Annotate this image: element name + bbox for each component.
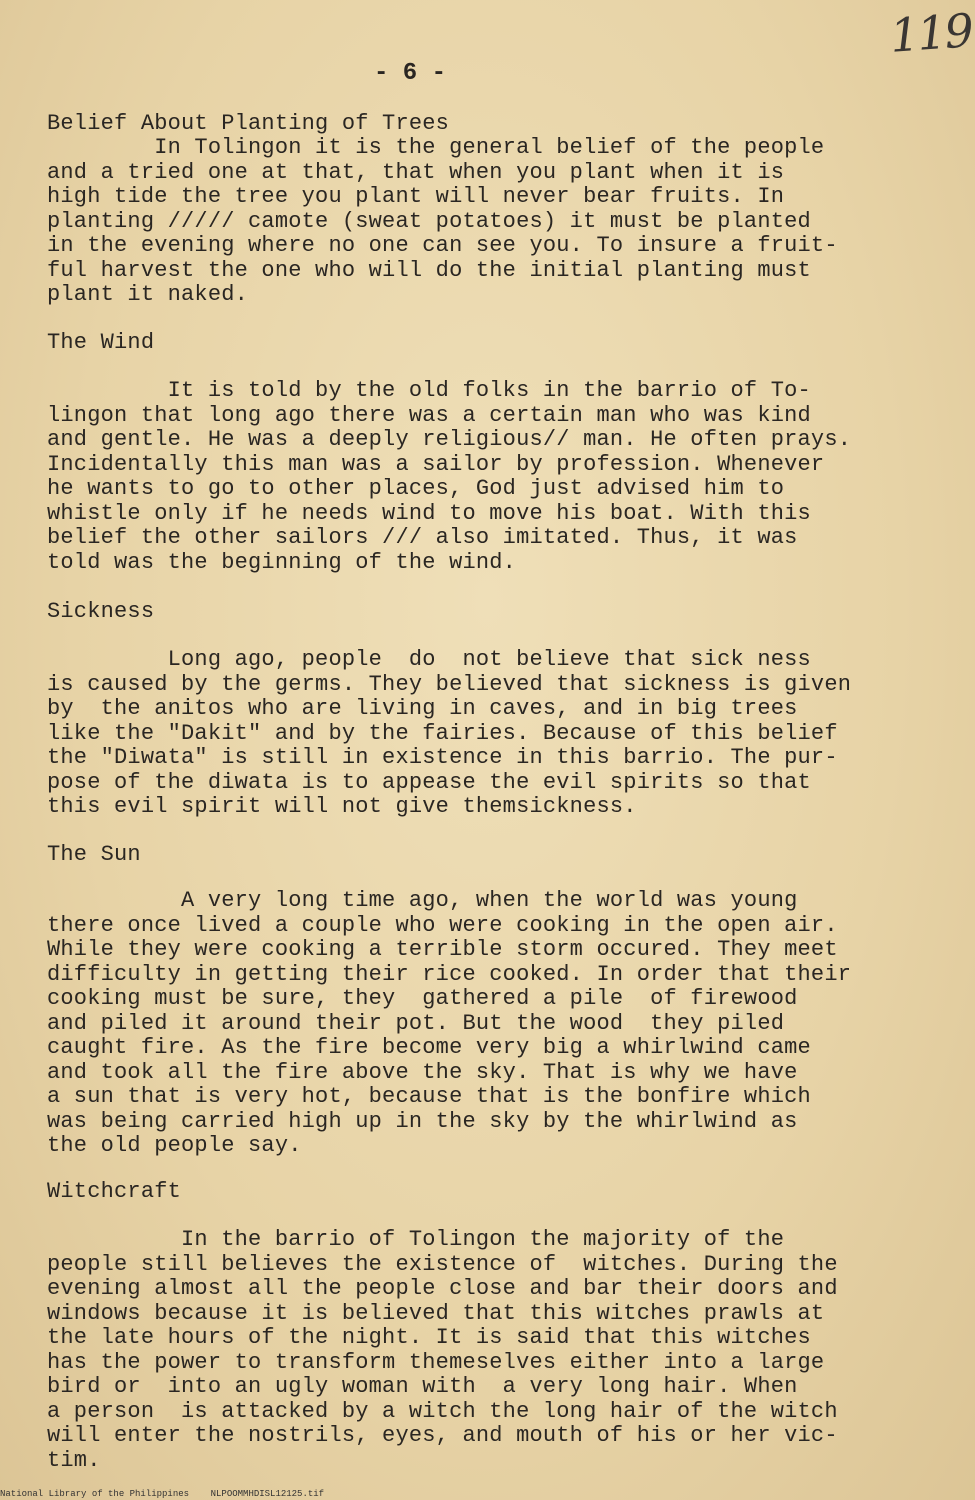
archive-footer: National Library of the Philippines NLPOOMMHDISL12125.tif — [0, 1489, 325, 1499]
section-heading-sickness: Sickness — [47, 599, 155, 624]
section-text-wind: It is told by the old folks in the barrio of To- lingon that long ago there was a certain man who was kind and gentle. He was a deeply religious// man. He often prays. Incidentally this man was a sailor by profession. Whenever he wants to go to other places, God just advised him to whistle only if he needs wind to move his boat. With this belief the other sailors /// also imitated. Thus, it was told was the beginning of the wind. — [47, 378, 852, 575]
section-text-planting: In Tolingon it is the general belief of the people and a tried one at that, that when you plant when it is high tide the tree you plant will never bear fruits. In planting ///// camote (sweat potatoes) it must be planted in the evening where no one can see you. To insure a fruit- ful harvest the one who will do the initial planting must plant it naked. — [47, 135, 838, 307]
section-heading-wind: The Wind — [47, 330, 155, 355]
section-heading-sun: The Sun — [47, 842, 141, 867]
section-heading-witchcraft: Witchcraft — [47, 1179, 182, 1204]
section-text-witchcraft: In the barrio of Tolingon the majority of the people still believes the existence of witches. During the evening almost all the people close and bar their doors and windows because it is believed that this witches prawls at the late hours of the night. It is said that this witches has the power to transform themeselves either into a large bird or into an ugly woman with a very long hair. When a person is attacked by a witch the long hair of the witch will enter the nostrils, eyes, and mouth of his or her vic- tim. — [47, 1227, 838, 1473]
section-heading-planting: Belief About Planting of Trees — [47, 111, 450, 136]
section-text-sun: A very long time ago, when the world was young there once lived a couple who were cooking in the open air. While they were cooking a terrible storm occured. They meet difficulty in getting their rice cooked. In order that their cooking must be sure, they gathered a pile of firewood and piled it around their pot. But the wood they piled caught fire. As the fire become very big a whirlwind came and took all the fire above the sky. That is why we have a sun that is very hot, because that is the bonfire which was being carried high up in the sky by the whirlwind as the old people say. — [47, 888, 852, 1158]
page-number: - 6 - — [373, 60, 446, 87]
section-text-sickness: Long ago, people do not believe that sick ness is caused by the germs. They believed that sickness is given by the anitos who are living in caves, and in big trees like the "Dakit" and by the fairies. Because of this belief the "Diwata" is still in existence in this barrio. The pur- pose of the diwata is to appease the evil spirits so that this evil spirit will not give themsickness. — [47, 647, 852, 819]
handwritten-page-number: 119 — [888, 3, 974, 63]
